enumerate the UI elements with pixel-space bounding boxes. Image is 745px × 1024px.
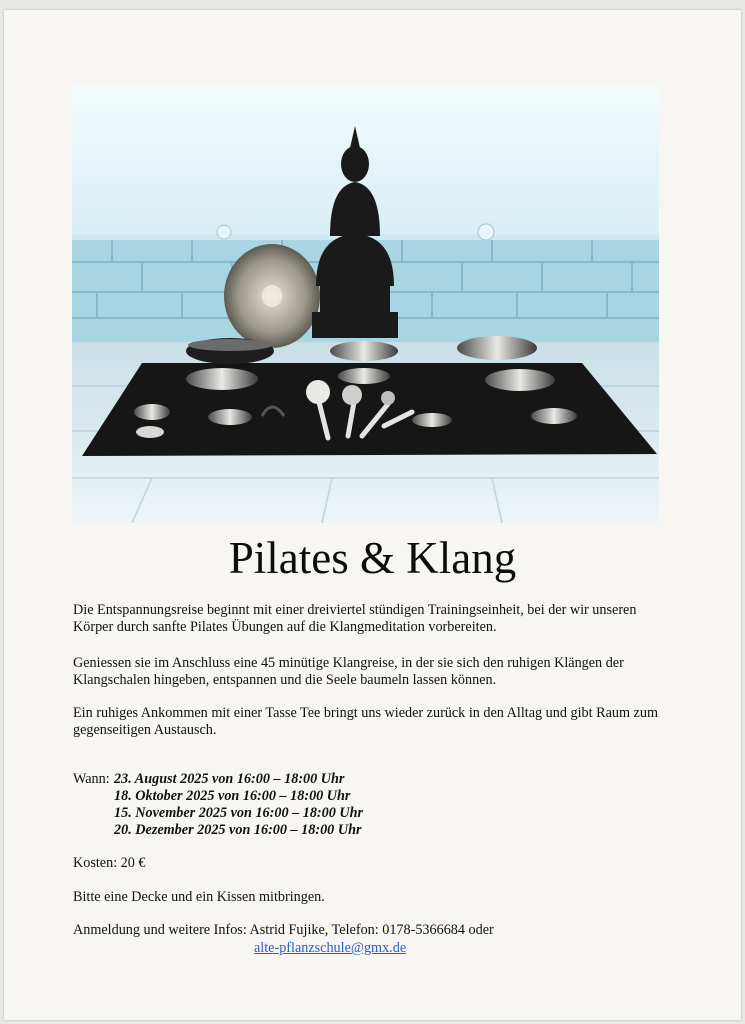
date-item: 23. August 2025 von 16:00 – 18:00 Uhr <box>114 771 345 787</box>
intro-paragraph: Die Entspannungsreise beginnt mit einer dreiviertel stündigen Trainingseinheit, bei der wir unseren Körper durch sanfte Pilates Übungen auf die Klangmeditation vorbereiten. <box>73 602 637 635</box>
cost-text: Kosten: 20 € <box>73 855 146 871</box>
email-link[interactable]: alte-pflanzschule@gmx.de <box>254 940 407 956</box>
date-item: 18. Oktober 2025 von 16:00 – 18:00 Uhr <box>114 788 351 804</box>
klangreise-paragraph: Geniessen sie im Anschluss eine 45 minütige Klangreise, in der sie sich den ruhigen Klängen der Klangschalen hingeben, entspannen und die Seele baumeln lassen können. <box>73 655 624 688</box>
page-title: Pilates & Klang <box>228 533 517 583</box>
singing-bowls-photo <box>72 86 659 523</box>
date-row <box>73 788 363 805</box>
contact-text: Anmeldung und weitere Infos: Astrid Fujike, Telefon: 0178-5366684 oder <box>73 922 494 938</box>
date-row <box>73 771 363 788</box>
when-label: Wann: <box>73 771 110 787</box>
tea-paragraph: Ein ruhiges Ankommen mit einer Tasse Tee bringt uns wieder zurück in den Alltag und gibt Raum zum gegenseitigen Austausch. <box>73 705 658 738</box>
dates-list <box>73 771 363 839</box>
singing-bowls-illustration <box>72 86 659 523</box>
bring-text: Bitte eine Decke und ein Kissen mitbringen. <box>73 889 325 905</box>
date-row <box>73 805 363 822</box>
date-item: 20. Dezember 2025 von 16:00 – 18:00 Uhr <box>114 822 362 838</box>
date-item: 15. November 2025 von 16:00 – 18:00 Uhr <box>114 805 364 821</box>
date-row <box>73 822 363 839</box>
